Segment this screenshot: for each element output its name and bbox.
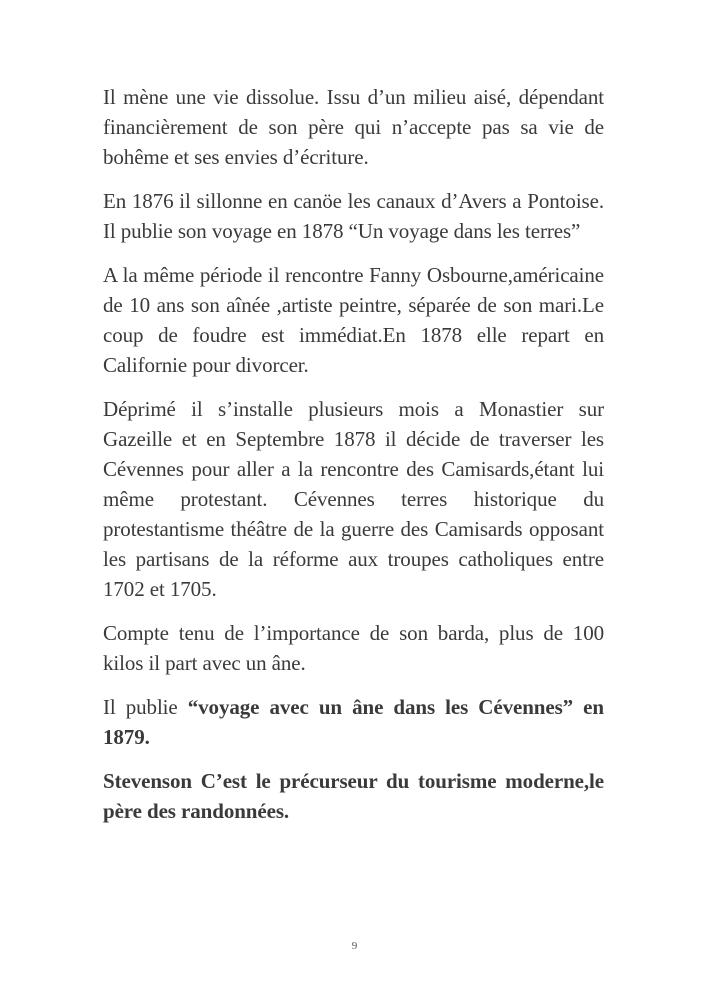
paragraph-donkey: Compte tenu de l’importance de son barda, plus de 100 kilos il part avec un âne. (103, 621, 604, 675)
publication-title: “voyage avec un âne dans les Cévennes” en 1879. (103, 695, 604, 749)
paragraph-bohemian-life: Il mène une vie dissolue. Issu d’un milieu aisé, dépendant financièrement de son père qui n’accepte pas sa vie de bohême et ses envies d’écriture. (103, 85, 604, 169)
publication-prefix: Il publie (103, 695, 188, 719)
paragraph-canoe-trip: En 1876 il sillonne en canöe les canaux d’Avers a Pontoise. Il publie son voyage en 1878 “Un voyage dans les terres” (103, 189, 604, 243)
paragraph-publication (103, 692, 604, 752)
page-number: 9 (351, 940, 358, 952)
paragraph-cevennes-journey: Déprimé il s’installe plusieurs mois a Monastier sur Gazeille et en Septembre 1878 il décide de traverser les Cévennes pour aller a la rencontre des Camisards,étant lui même protestant. Cévennes terres historique du protestantisme théâtre de la guerre des Camisards opposant les partisans de la réforme aux troupes catholiques entre 1702 et 1705. (103, 397, 604, 601)
paragraph-conclusion: Stevenson C’est le précurseur du tourisme moderne,le père des randonnées. (103, 769, 604, 823)
paragraph-fanny-osbourne: A la même période il rencontre Fanny Osbourne,américaine de 10 ans son aînée ,artiste peintre, séparée de son mari.Le coup de foudre est immédiat.En 1878 elle repart en Californie pour divorcer. (103, 263, 604, 377)
page-body (103, 82, 604, 826)
